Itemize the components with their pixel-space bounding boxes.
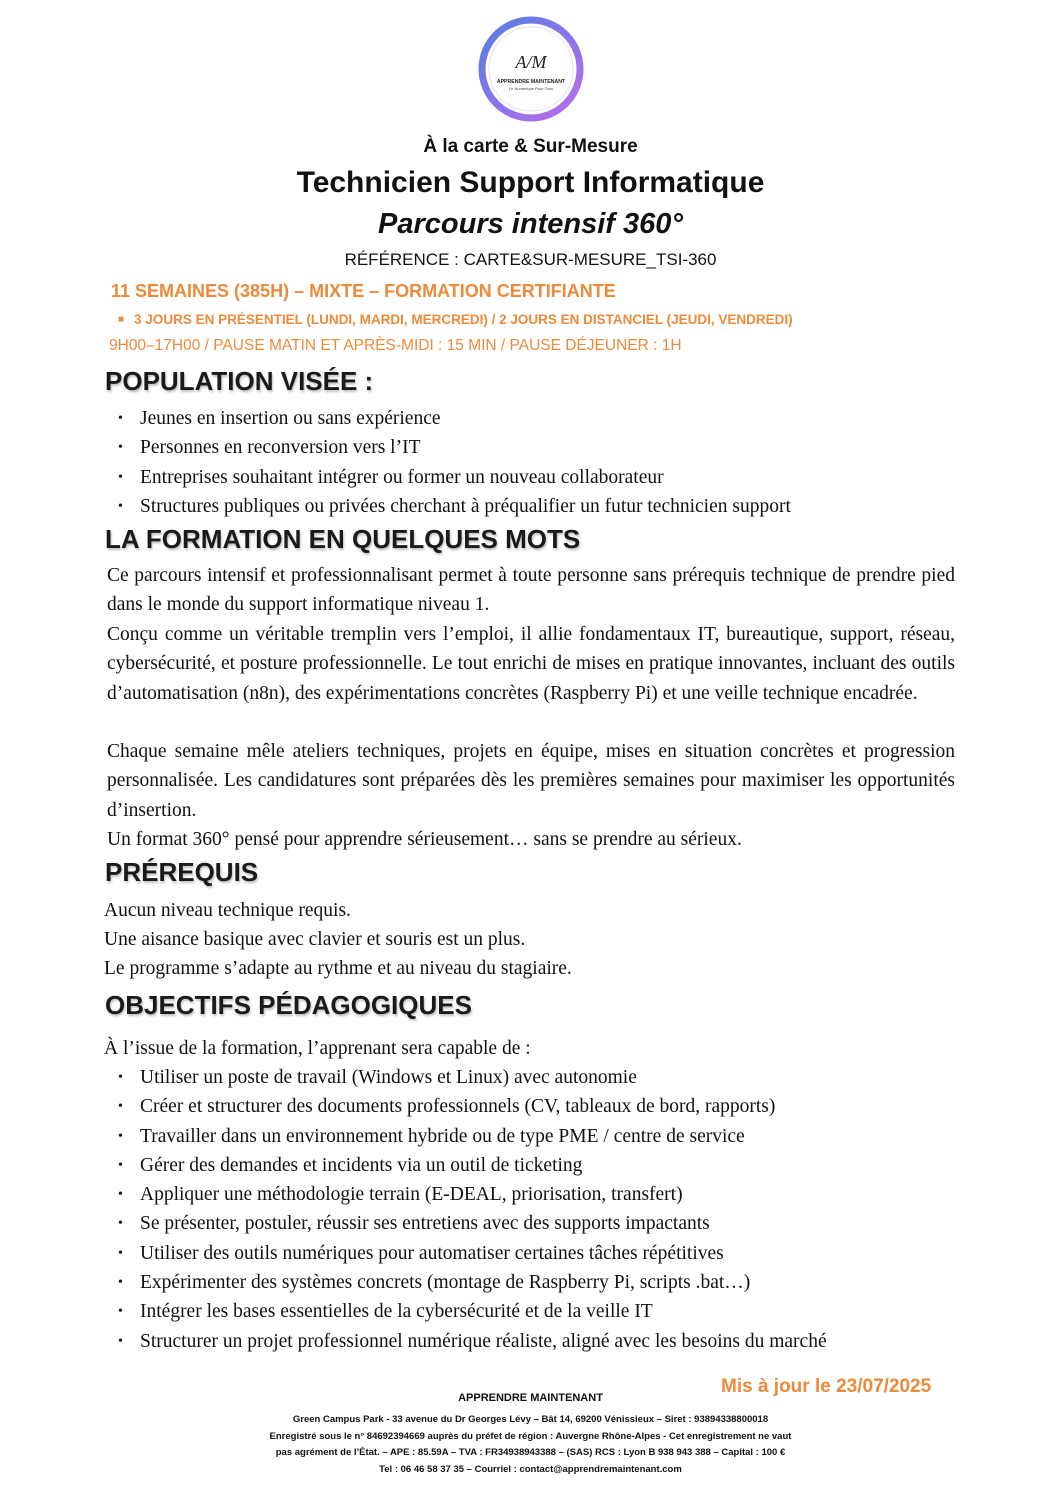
logo-brand: APPRENDRE MAINTENANT [496, 79, 566, 85]
page-subtitle: Parcours intensif 360° [378, 208, 683, 240]
formation-paragraph-1: Ce parcours intensif et professionnalisant permet à toute personne sans prérequis technique de prendre pied dans le monde du support informatique niveau 1. [107, 565, 955, 616]
days-text: 3 JOURS EN PRÉSENTIEL (LUNDI, MARDI, MERCREDI) / 2 JOURS EN DISTANCIEL (JEUDI, VENDREDI) [134, 312, 793, 327]
logo-tagline: Le Numérique Pour Tous [508, 86, 554, 91]
company-logo [476, 14, 586, 124]
hours-line: 9H00–17H00 / PAUSE MATIN ET APRÈS-MIDI : 15 MIN / PAUSE DÉJEUNER : 1H [109, 337, 682, 354]
section-title-formation: LA FORMATION EN QUELQUES MOTS [105, 524, 581, 554]
formation-paragraph-3: Chaque semaine mêle ateliers techniques, projets en équipe, mises en situation concrètes et progression personnalisée. Les candidatures sont préparées dès les premières semaines pour maximiser les opportunités d’insertion. [107, 741, 955, 821]
list-item: • Jeunes en insertion ou sans expérience [118, 404, 791, 433]
days-line [118, 312, 793, 327]
reference-code: RÉFÉRENCE : CARTE&SUR-MESURE_TSI-360 [344, 250, 717, 269]
bullet-icon: ■ [118, 314, 125, 325]
list-item: • Gérer des demandes et incidents via un outil de ticketing [118, 1151, 827, 1180]
subtitle-top: À la carte & Sur-Mesure [423, 136, 638, 157]
list-item: • Structurer un projet professionnel numérique réaliste, aligné avec les besoins du marché [118, 1327, 827, 1356]
list-item: • Structures publiques ou privées cherchant à préqualifier un futur technicien support [118, 492, 791, 521]
list-item: • Expérimenter des systèmes concrets (montage de Raspberry Pi, scripts .bat…) [118, 1268, 827, 1297]
list-item: • Intégrer les bases essentielles de la cybersécurité et de la veille IT [118, 1297, 827, 1326]
list-item: • Personnes en reconversion vers l’IT [118, 433, 791, 462]
prerequis-line: Une aisance basique avec clavier et souris est un plus. [104, 929, 526, 950]
duration-line: 11 SEMAINES (385H) – MIXTE – FORMATION CERTIFIANTE [111, 281, 616, 301]
footer-company: APPRENDRE MAINTENANT [458, 1392, 603, 1404]
objectifs-intro: À l’issue de la formation, l’apprenant sera capable de : [104, 1038, 531, 1059]
list-item: • Entreprises souhaitant intégrer ou former un nouveau collaborateur [118, 463, 791, 492]
list-item: • Appliquer une méthodologie terrain (E-DEAL, priorisation, transfert) [118, 1180, 827, 1209]
footer-address: Green Campus Park - 33 avenue du Dr Georges Lévy – Bât 14, 69200 Vénissieux – Siret : 93894338800018 [292, 1414, 769, 1425]
section-title-objectifs: OBJECTIFS PÉDAGOGIQUES [105, 990, 472, 1020]
updated-date: Mis à jour le 23/07/2025 [721, 1376, 932, 1397]
formation-paragraph-2: Conçu comme un véritable tremplin vers l’emploi, il allie fondamentaux IT, bureautique, support, réseau, cybersécurité, et posture professionnelle. Le tout enrichi de mises en pratique innovantes, incluant des outils d’automatisation (n8n), des expérimentations concrètes (Raspberry Pi) et une veille technique encadrée. [107, 624, 955, 704]
list-item: • Utiliser des outils numériques pour automatiser certaines tâches répétitives [118, 1239, 827, 1268]
list-item: • Créer et structurer des documents professionnels (CV, tableaux de bord, rapports) [118, 1092, 827, 1121]
objectifs-list [118, 1063, 827, 1356]
logo-initials: A/M [515, 52, 547, 72]
footer-legal: pas agrément de l’État. – APE : 85.59A – TVA : FR34938943388 – (SAS) RCS : Lyon B 938 943 388 – Capital : 100 € [275, 1447, 786, 1458]
formation-paragraph-4: Un format 360° pensé pour apprendre sérieusement… sans se prendre au sérieux. [107, 829, 742, 850]
list-item: • Se présenter, postuler, réussir ses entretiens avec des supports impactants [118, 1209, 827, 1238]
section-title-prerequis: PRÉREQUIS [105, 857, 259, 887]
population-list [118, 404, 791, 521]
section-title-population: POPULATION VISÉE : [105, 366, 374, 396]
page-title: Technicien Support Informatique [296, 166, 765, 199]
footer-registration: Enregistré sous le n° 84692394669 auprès du préfet de région : Auvergne Rhône-Alpes - Cet enregistrement ne vaut [269, 1431, 792, 1442]
prerequis-line: Le programme s’adapte au rythme et au niveau du stagiaire. [104, 958, 572, 979]
footer-contact: Tel : 06 46 58 37 35 – Courriel : contact@apprendremaintenant.com [379, 1464, 682, 1475]
list-item: • Utiliser un poste de travail (Windows et Linux) avec autonomie [118, 1063, 827, 1092]
prerequis-line: Aucun niveau technique requis. [104, 900, 351, 921]
list-item: • Travailler dans un environnement hybride ou de type PME / centre de service [118, 1122, 827, 1151]
